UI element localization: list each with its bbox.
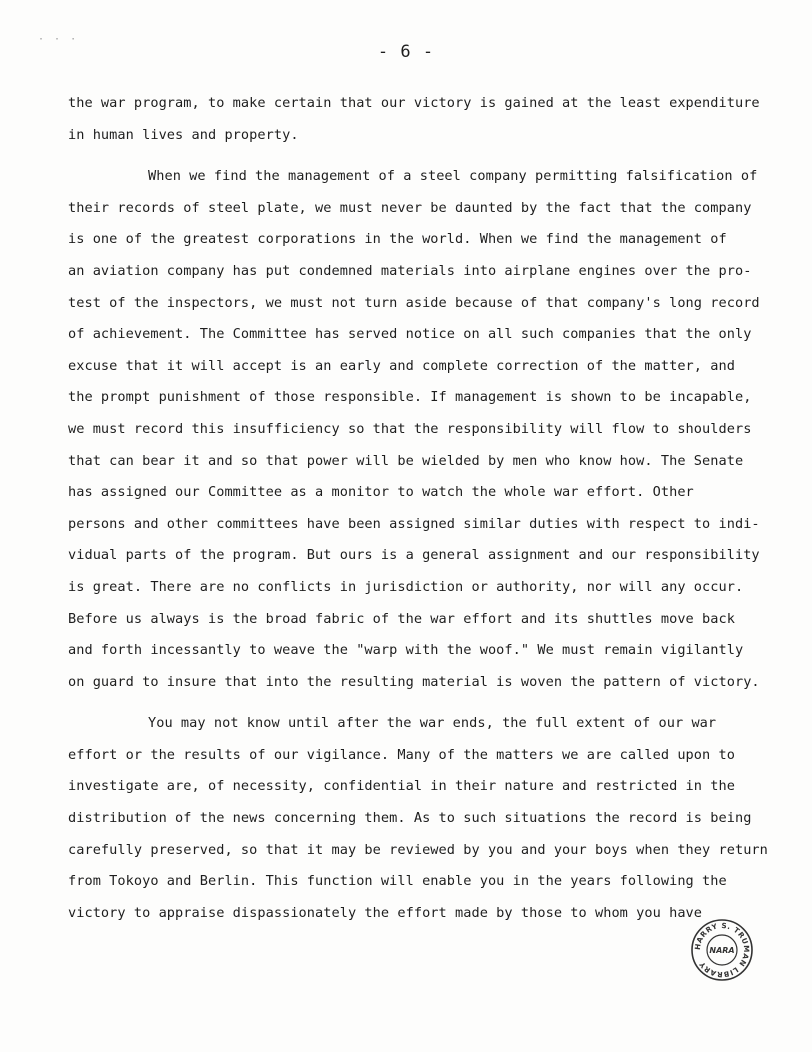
text-line: of achievement. The Committee has served notice on all such companies that the only [68, 326, 752, 343]
text-line: the war program, to make certain that our victory is gained at the least expenditure [68, 95, 760, 111]
text-line: we must record this insufficiency so that the responsibility will flow to shoulders [68, 420, 752, 437]
stamp-outer-text: HARRY S. TRUMAN LIBRARY [692, 920, 752, 980]
margin-marks: · · · [38, 34, 79, 45]
text-line: Before us always is the broad fabric of the war effort and its shuttles move back [68, 610, 735, 627]
text-line: distribution of the news concerning them. As to such situations the record is being [68, 810, 752, 827]
document-body [68, 88, 798, 929]
text-line: on guard to insure that into the resulting material is woven the pattern of victory. [68, 673, 760, 690]
text-line: carefully preserved, so that it may be reviewed by you and your boys when they return [68, 841, 768, 858]
text-line: an aviation company has put condemned materials into airplane engines over the pro- [68, 262, 752, 279]
text-line: excuse that it will accept is an early and complete correction of the matter, and [68, 357, 735, 374]
text-line: their records of steel plate, we must never be daunted by the fact that the company [68, 199, 752, 216]
text-line: is one of the greatest corporations in the world. When we find the management of [68, 231, 727, 248]
stamp-inner-text: NARA [709, 946, 735, 955]
text-line: investigate are, of necessity, confidential in their nature and restricted in the [68, 778, 735, 795]
page-number: - 6 - [377, 42, 435, 62]
text-line: test of the inspectors, we must not turn aside because of that company's long record [68, 294, 760, 311]
text-line: When we find the management of a steel company permitting falsification of [148, 168, 758, 185]
text-line: and forth incessantly to weave the "warp with the woof." We must remain vigilantly [68, 642, 744, 659]
archive-stamp [690, 918, 754, 982]
text-line: from Tokoyo and Berlin. This function will enable you in the years following the [68, 873, 727, 890]
text-line: that can bear it and so that power will be wielded by men who know how. The Senate [68, 452, 744, 469]
text-line: in human lives and property. [68, 126, 299, 143]
paragraph-gap [68, 151, 798, 161]
text-line: vidual parts of the program. But ours is a general assignment and our responsibility [68, 547, 760, 564]
text-line: You may not know until after the war ends, the full extent of our war [148, 715, 717, 732]
text-line: victory to appraise dispassionately the effort made by those to whom you have [68, 904, 703, 921]
text-line: the prompt punishment of those responsible. If management is shown to be incapable, [68, 389, 752, 406]
text-line: is great. There are no conflicts in jurisdiction or authority, nor will any occur. [68, 578, 744, 595]
text-line: has assigned our Committee as a monitor to watch the whole war effort. Other [68, 484, 694, 501]
text-line: persons and other committees have been assigned similar duties with respect to indi- [68, 515, 760, 532]
paragraph-gap [68, 698, 798, 708]
text-line: effort or the results of our vigilance. Many of the matters we are called upon to [68, 746, 735, 763]
